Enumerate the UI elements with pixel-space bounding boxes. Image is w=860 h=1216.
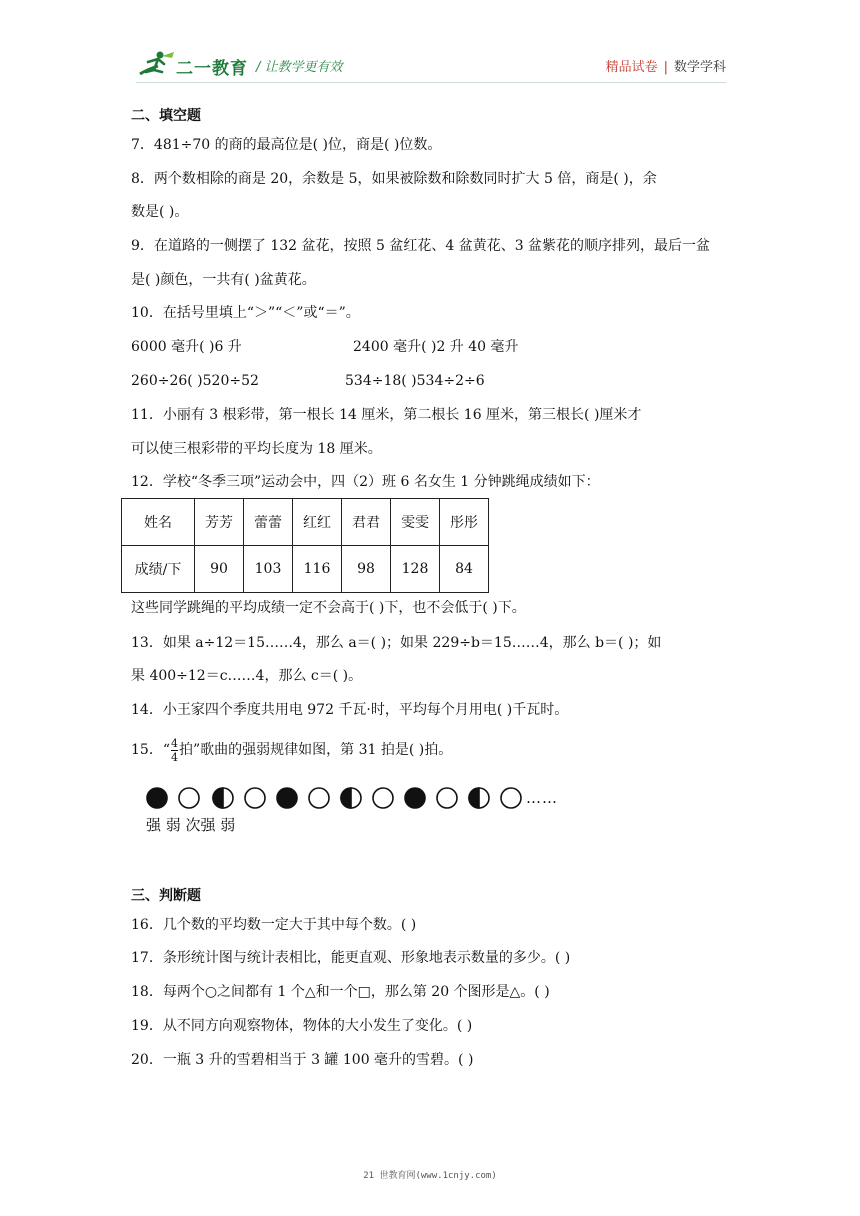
jump-rope-score-table [121, 498, 489, 593]
question-19: 19．从不同方向观察物体，物体的大小发生了变化。( ) [131, 1018, 473, 1034]
table-cell: 103 [244, 546, 293, 593]
weak-beat-icon [501, 788, 521, 808]
question-18: 18．每两个○之间都有 1 个△和一个□，那么第 20 个图形是△。( ) [131, 984, 550, 1000]
question-15 [131, 734, 452, 766]
section-title-judgment: 三、判断题 [131, 888, 201, 904]
table-cell: 雯雯 [391, 499, 440, 546]
question-12: 12．学校“冬季三项”运动会中，四（2）班 6 名女生 1 分钟跳绳成绩如下： [131, 474, 600, 490]
strong-beat-icon [147, 788, 167, 808]
tag-quality: 精品试卷 [605, 60, 658, 75]
question-13-line2: 果 400÷12＝c……4，那么 c＝( )。 [131, 668, 363, 684]
beat-circles [147, 788, 521, 808]
question-10-row2-left: 260÷26( )520÷52 [131, 373, 259, 389]
tag-separator: | [663, 60, 668, 75]
beat-labels: 强 弱 次强 弱 [146, 816, 236, 834]
table-row [122, 499, 489, 546]
weak-beat-icon [373, 788, 393, 808]
question-11-line1: 11．小丽有 3 根彩带，第一根长 14 厘米，第二根长 16 厘米，第三根长( )厘米才 [131, 407, 642, 423]
half-strong-beat-icon [469, 788, 489, 808]
runner-logo-icon [136, 48, 176, 78]
page-header [0, 0, 860, 90]
question-10-row1-right: 2400 毫升( )2 升 40 毫升 [353, 339, 519, 355]
question-12-followup: 这些同学跳绳的平均成绩一定不会高于( )下，也不会低于( )下。 [131, 600, 526, 616]
table-row [122, 546, 489, 593]
question-8-line2: 数是( )。 [131, 204, 189, 220]
half-strong-beat-icon [341, 788, 361, 808]
fraction-denominator: 4 [170, 750, 178, 764]
table-cell: 彤彤 [440, 499, 489, 546]
table-cell: 84 [440, 546, 489, 593]
table-cell: 128 [391, 546, 440, 593]
strong-beat-icon [277, 788, 297, 808]
question-17: 17．条形统计图与统计表相比，能更直观、形象地表示数量的多少。( ) [131, 950, 571, 966]
weak-beat-icon [245, 788, 265, 808]
weak-beat-icon [179, 788, 199, 808]
table-cell: 成绩/下 [122, 546, 195, 593]
beat-pattern-diagram [145, 786, 585, 816]
weak-beat-icon [309, 788, 329, 808]
strong-beat-icon [405, 788, 425, 808]
weak-beat-icon [437, 788, 457, 808]
section-title-fill-blank: 二、填空题 [131, 108, 201, 124]
page-footer: 21 世教育网(www.1cnjy.com) [363, 1171, 497, 1181]
table-cell: 芳芳 [195, 499, 244, 546]
table-cell: 90 [195, 546, 244, 593]
beat-ellipsis: …… [526, 789, 558, 807]
table-cell: 蕾蕾 [244, 499, 293, 546]
question-8-line1: 8．两个数相除的商是 20，余数是 5，如果被除数和除数同时扩大 5 倍，商是( )，余 [131, 171, 657, 187]
question-16: 16．几个数的平均数一定大于其中每个数。( ) [131, 917, 417, 933]
brand-slogan: / 让教学更有效 [256, 60, 343, 75]
question-15-prefix: 15．“ [131, 742, 170, 758]
table-cell: 98 [342, 546, 391, 593]
time-signature-fraction [171, 737, 178, 764]
question-14: 14．小王家四个季度共用电 972 千瓦·时，平均每个月用电( )千瓦时。 [131, 702, 569, 718]
question-13-line1: 13．如果 a÷12＝15……4，那么 a＝( )；如果 229÷b＝15……4，那么 b＝( )；如 [131, 635, 662, 651]
table-cell: 红红 [293, 499, 342, 546]
table-cell: 君君 [342, 499, 391, 546]
question-20: 20．一瓶 3 升的雪碧相当于 3 罐 100 毫升的雪碧。( ) [131, 1052, 474, 1068]
fraction-numerator: 4 [170, 736, 178, 750]
question-9-line2: 是( )颜色，一共有( )盆黄花。 [131, 272, 316, 288]
question-10: 10．在括号里填上“＞”“＜”或“＝”。 [131, 305, 360, 321]
paper-tag [606, 56, 726, 75]
question-9-line1: 9．在道路的一侧摆了 132 盆花，按照 5 盆红花、4 盆黄花、3 盆紫花的顺序排列，最后一盆 [131, 238, 711, 254]
table-cell: 姓名 [122, 499, 195, 546]
question-7: 7．481÷70 的商的最高位是( )位，商是( )位数。 [131, 137, 442, 153]
question-10-row2-right: 534÷18( )534÷2÷6 [345, 373, 485, 389]
tag-subject: 数学学科 [673, 60, 726, 75]
table-cell: 116 [293, 546, 342, 593]
header-divider [136, 82, 726, 83]
question-11-line2: 可以使三根彩带的平均长度为 18 厘米。 [131, 441, 382, 457]
brand-name: 二一教育 [176, 59, 248, 79]
question-10-row1-left: 6000 毫升( )6 升 [131, 339, 242, 355]
half-strong-beat-icon [213, 788, 233, 808]
question-15-suffix: 拍”歌曲的强弱规律如图，第 31 拍是( )拍。 [178, 742, 453, 758]
